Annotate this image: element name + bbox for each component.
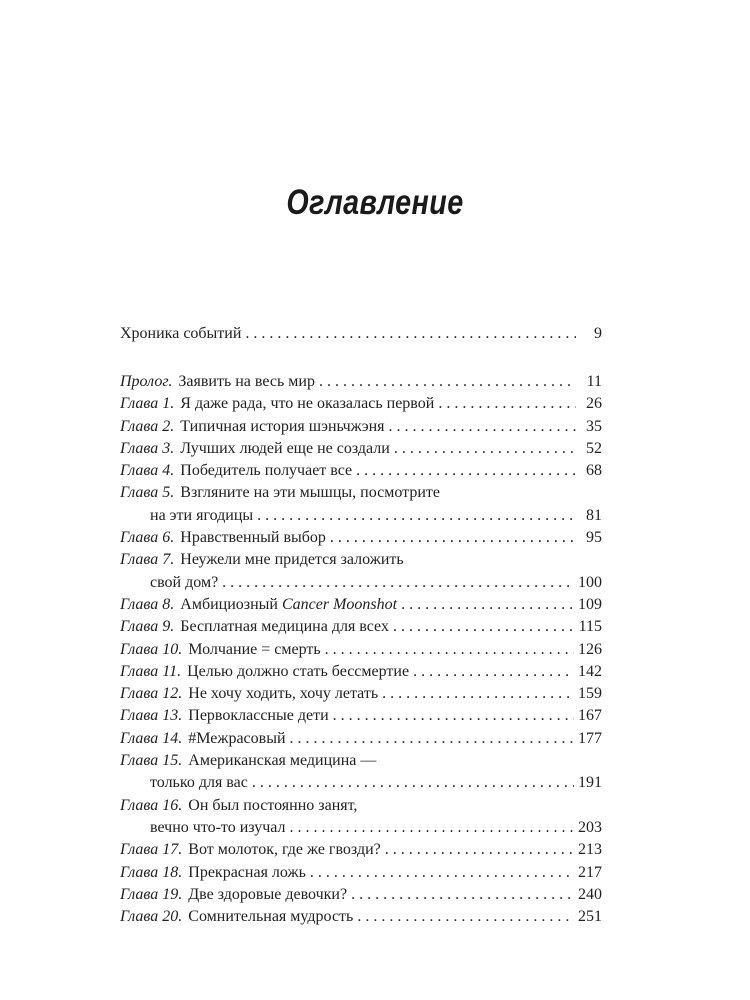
chapter-title — [180, 393, 434, 415]
chapter-label: Глава 3. — [120, 439, 175, 457]
chapter-title-text: Прекрасная ложь — [188, 863, 306, 881]
toc-page-number: 213 — [578, 841, 602, 859]
toc-entry[interactable] — [120, 482, 602, 527]
chapter-label: Глава 14. — [120, 729, 183, 747]
leader-dots — [310, 862, 574, 884]
toc-entry-line — [120, 549, 602, 571]
toc-entry[interactable] — [120, 639, 602, 661]
chapter-title-text: Типичная история шэньчжэня — [180, 417, 385, 435]
chapter-title-text: Неужели мне придется заложить — [180, 551, 404, 569]
toc-page-number: 251 — [578, 908, 602, 926]
toc-page-number: 177 — [578, 729, 602, 747]
chapter-label: Глава 20. — [120, 908, 183, 926]
chapter-label: Глава 1. — [120, 395, 175, 413]
toc-page-number: 203 — [578, 818, 602, 836]
leader-dots — [385, 839, 574, 861]
leader-dots — [222, 572, 574, 594]
toc-entry[interactable] — [120, 371, 602, 393]
chapter-title — [180, 616, 389, 638]
chapter-title — [178, 371, 315, 393]
toc-entry[interactable] — [120, 795, 602, 840]
chapter-label: Глава 15. — [120, 752, 183, 770]
chapter-title-text: Нравственный выбор — [180, 529, 326, 547]
toc-entry[interactable] — [120, 616, 602, 638]
toc-entry-continuation — [120, 505, 602, 527]
toc-page-number: 68 — [586, 462, 602, 480]
leader-dots — [413, 661, 574, 683]
toc-entry[interactable] — [120, 862, 602, 884]
chapter-title — [180, 438, 390, 460]
chapter-label: Глава 10. — [120, 640, 183, 658]
toc-entry[interactable] — [120, 438, 602, 460]
chapter-title-continuation: свой дом? — [150, 573, 219, 591]
leader-dots — [290, 728, 574, 750]
chapter-title-text: Молчание = смерть — [188, 640, 321, 658]
leader-dots — [438, 393, 576, 415]
chapter-title — [180, 460, 352, 482]
chapter-title-text: Он был постоянно занят, — [188, 796, 358, 814]
leader-dots — [330, 527, 576, 549]
chapter-title — [188, 884, 347, 906]
toc-page-number: 159 — [578, 685, 602, 703]
toc-page-number: 115 — [578, 618, 602, 636]
chapter-title — [180, 416, 384, 438]
toc-entry-line — [120, 884, 602, 906]
toc-entry[interactable] — [120, 884, 602, 906]
leader-dots — [319, 371, 576, 393]
chapter-label: Глава 18. — [120, 863, 183, 881]
toc-entry[interactable] — [120, 705, 602, 727]
toc-entry-line — [120, 393, 602, 415]
toc-entry[interactable] — [120, 728, 602, 750]
toc-page-number: 9 — [594, 325, 602, 342]
chapter-label: Глава 4. — [120, 462, 175, 480]
chapter-title — [180, 551, 403, 568]
page-title: Оглавление — [286, 183, 464, 222]
toc-entry[interactable] — [120, 460, 602, 482]
chapter-label: Глава 11. — [120, 662, 182, 680]
chapter-title — [188, 639, 320, 661]
chapter-title — [188, 839, 381, 861]
leader-dots — [382, 683, 574, 705]
toc-entry-continuation — [120, 817, 602, 839]
chapter-title-text: Две здоровые девочки? — [188, 885, 348, 903]
toc-entry[interactable] — [120, 549, 602, 594]
toc-entry-line — [120, 594, 602, 616]
leader-dots — [325, 639, 574, 661]
chapter-title — [188, 862, 306, 884]
toc-page-number: 26 — [586, 395, 602, 413]
chapter-label: Пролог. — [120, 373, 173, 390]
toc-entry-line — [120, 705, 602, 727]
leader-dots — [290, 817, 574, 839]
chapter-title-text: Не хочу ходить, хочу летать — [188, 685, 379, 703]
chapter-label: Глава 7. — [120, 551, 175, 569]
toc-entry-line — [120, 683, 602, 705]
chapter-title-continuation: вечно что-то изучал — [150, 818, 286, 836]
toc-page-number: 142 — [578, 662, 602, 680]
chapter-title-text: Победитель получает все — [180, 462, 353, 480]
toc-page-number: 191 — [578, 774, 602, 792]
leader-dots — [257, 505, 576, 527]
leader-dots — [357, 906, 574, 928]
chapter-title-italic: Cancer Moonshot — [281, 595, 398, 613]
toc-page-number: 35 — [586, 417, 602, 435]
toc-entry[interactable] — [120, 906, 602, 928]
chapter-title-text: Взгляните на эти мышцы, посмотрите — [180, 484, 440, 502]
toc-entry-continuation — [120, 572, 602, 594]
toc-entry[interactable] — [120, 527, 602, 549]
leader-dots — [401, 594, 574, 616]
toc-entry-line — [120, 839, 602, 861]
toc-entry-line — [120, 371, 602, 393]
chapter-title — [188, 906, 353, 928]
chapter-label: Глава 19. — [120, 885, 183, 903]
toc-page-number: 240 — [578, 885, 602, 903]
chapter-label: Глава 16. — [120, 796, 183, 814]
toc-entry[interactable] — [120, 839, 602, 861]
chapter-label: Глава 12. — [120, 685, 183, 703]
leader-dots — [394, 438, 576, 460]
toc-entry[interactable] — [120, 750, 602, 795]
chapter-title — [188, 683, 378, 705]
toc-entry-chronicle[interactable] — [120, 323, 602, 345]
chapter-label: Глава 17. — [120, 841, 183, 859]
chapter-label: Глава 6. — [120, 529, 175, 547]
leader-dots — [245, 323, 576, 345]
chapter-title — [188, 752, 376, 769]
chapter-title — [188, 728, 285, 750]
chapter-title-text: Бесплатная медицина для всех — [180, 618, 389, 636]
chapter-title-text: Я даже рада, что не оказалась первой — [180, 395, 435, 413]
toc-entry-line — [120, 460, 602, 482]
chapter-title — [188, 797, 357, 814]
chapter-title — [180, 484, 440, 501]
chapter-label: Глава 9. — [120, 618, 175, 636]
chapter-title-text: #Межрасовый — [188, 729, 286, 747]
toc-entry[interactable] — [120, 594, 602, 616]
toc-entry-text: Хроника событий — [120, 325, 242, 342]
toc-page-number: 167 — [578, 707, 602, 725]
leader-dots — [351, 884, 574, 906]
toc-front-matter — [120, 323, 602, 345]
toc-entry-line — [120, 416, 602, 438]
toc-page-number: 109 — [578, 595, 602, 613]
toc-page-number: 100 — [578, 573, 602, 591]
chapter-title-continuation: только для вас — [150, 774, 248, 792]
toc-chapters-list — [120, 371, 602, 928]
toc-page-number: 95 — [586, 529, 602, 547]
toc-entry[interactable] — [120, 683, 602, 705]
chapter-title-text: Сомнительная мудрость — [188, 908, 354, 926]
chapter-title-text: Заявить на весь мир — [178, 373, 315, 390]
toc-entry-line — [120, 906, 602, 928]
chapter-title-text: Вот молоток, где же гвозди? — [188, 841, 381, 859]
leader-dots — [252, 772, 574, 794]
toc-entry[interactable] — [120, 661, 602, 683]
leader-dots — [333, 705, 574, 727]
chapter-title-continuation: на эти ягодицы — [150, 506, 254, 524]
chapter-title — [188, 705, 328, 727]
toc-entry-line — [120, 661, 602, 683]
chapter-title — [187, 661, 409, 683]
toc-entry-line — [120, 728, 602, 750]
toc-entry-line — [120, 527, 602, 549]
chapter-title-text: Целью должно стать бессмертие — [187, 662, 410, 680]
toc-page-number: 81 — [586, 506, 602, 524]
toc-entry-line — [120, 639, 602, 661]
toc-entry-line — [120, 438, 602, 460]
chapter-title-text: Первоклассные дети — [188, 707, 329, 725]
chapter-label: Глава 8. — [120, 595, 175, 613]
toc-entry-line — [120, 750, 602, 772]
toc-entry[interactable] — [120, 416, 602, 438]
leader-dots — [388, 416, 576, 438]
chapter-title-text: Американская медицина — — [188, 752, 377, 770]
toc-page-number: 11 — [586, 373, 602, 390]
toc-page-number: 52 — [586, 439, 602, 457]
chapter-label: Глава 13. — [120, 707, 183, 725]
chapter-title-text: Лучших людей еще не создали — [180, 439, 390, 457]
chapter-title-text: Амбициозный — [180, 595, 278, 613]
toc-page-number: 217 — [578, 863, 602, 881]
toc-entry-continuation — [120, 772, 602, 794]
chapter-label: Глава 2. — [120, 417, 175, 435]
chapter-label: Глава 5. — [120, 484, 175, 502]
toc-page-number: 126 — [578, 640, 602, 658]
leader-dots — [393, 616, 575, 638]
toc-entry-line — [120, 862, 602, 884]
chapter-title — [180, 594, 397, 616]
chapter-title — [180, 527, 326, 549]
toc-entry-line — [120, 795, 602, 817]
toc-entry-line — [120, 482, 602, 504]
toc-entry-line — [120, 616, 602, 638]
leader-dots — [356, 460, 576, 482]
toc-entry[interactable] — [120, 393, 602, 415]
